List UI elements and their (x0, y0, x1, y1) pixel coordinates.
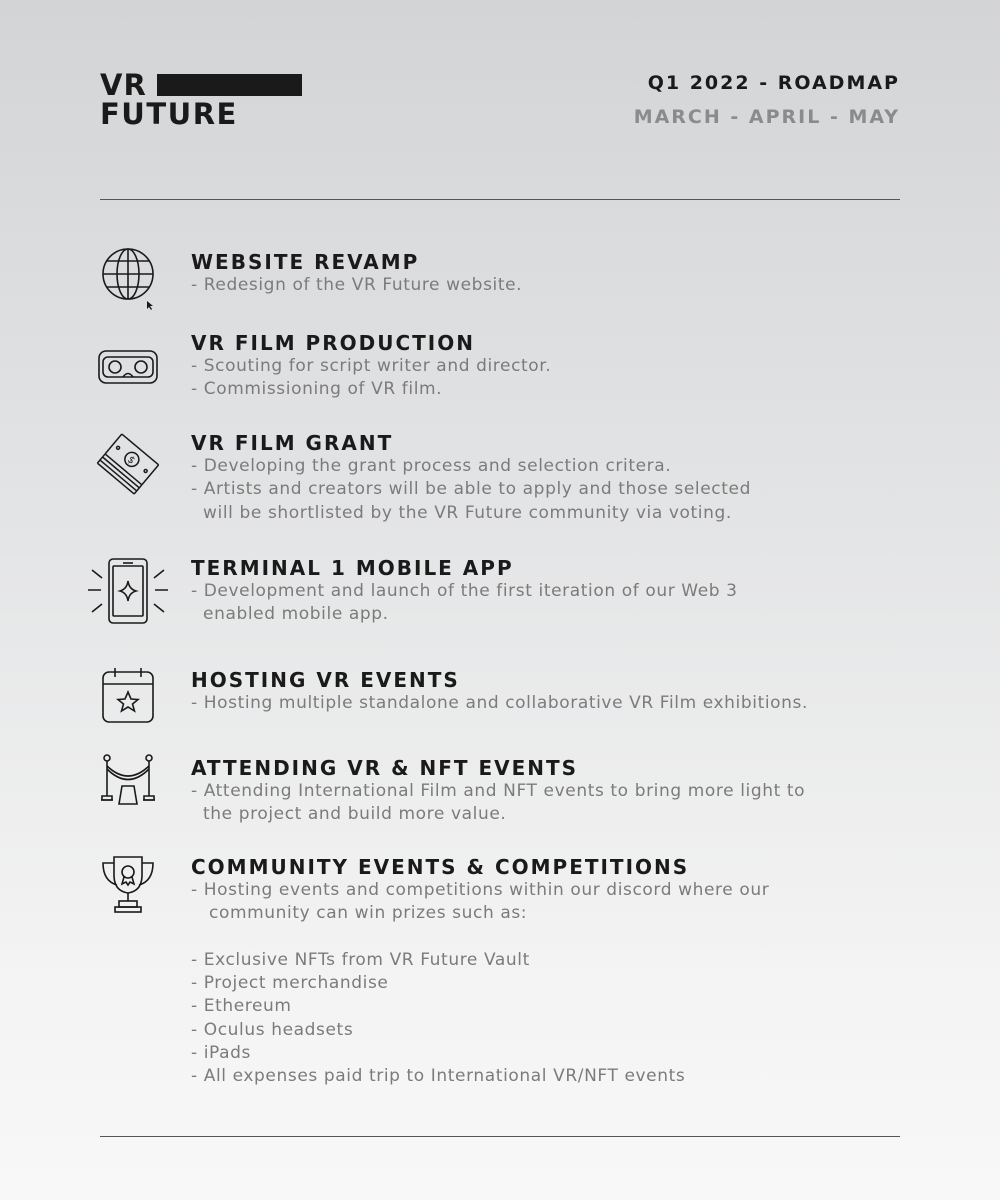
item-title: VR FILM GRANT (191, 431, 394, 455)
globe-icon (95, 244, 161, 310)
item-line: - Redesign of the VR Future website. (191, 275, 523, 295)
prize-item: - Project merchandise (191, 973, 389, 994)
item-line: - Hosting events and competitions within our discord where our (191, 880, 770, 900)
item-title: HOSTING VR EVENTS (191, 668, 460, 692)
mobile-phone-icon (86, 556, 170, 622)
item-line: - Artists and creators will be able to apply and those selected (191, 479, 751, 500)
vr-future-logo (100, 68, 302, 131)
item-title: TERMINAL 1 MOBILE APP (191, 556, 514, 580)
roadmap-months: MARCH - APRIL - MAY (633, 106, 900, 128)
logo-line2: FUTURE (100, 97, 238, 131)
svg-text:$: $ (124, 454, 137, 467)
stanchion-rope-icon (95, 752, 161, 818)
item-line: - Commissioning of VR film. (191, 379, 443, 400)
divider-top (100, 199, 900, 200)
spacer (191, 926, 911, 949)
logo-bar (157, 74, 302, 96)
item-line: - Developing the grant process and selection critera. (191, 456, 672, 476)
item-line: the project and build more value. (191, 804, 507, 825)
item-title: COMMUNITY EVENTS & COMPETITIONS (191, 855, 690, 879)
item-line: will be shortlisted by the VR Future community via voting. (191, 502, 732, 523)
prize-item: - Exclusive NFTs from VR Future Vault (191, 949, 530, 970)
trophy-icon (95, 853, 161, 919)
item-title: ATTENDING VR & NFT EVENTS (191, 756, 579, 780)
item-line: - Hosting multiple standalone and collaborative VR Film exhibitions. (191, 693, 809, 713)
header (634, 70, 900, 130)
item-title: VR FILM PRODUCTION (191, 331, 475, 355)
item-title: WEBSITE REVAMP (191, 250, 420, 274)
logo-line1: VR (100, 68, 147, 102)
prize-item: - All expenses paid trip to International VR/NFT events (191, 1066, 686, 1087)
calendar-star-icon (95, 664, 161, 730)
item-line: - Development and launch of the first iteration of our Web 3 (191, 581, 738, 601)
item-line: community can win prizes such as: (191, 903, 528, 924)
item-line: - Scouting for script writer and director. (191, 356, 552, 376)
prize-item: - Oculus headsets (191, 1019, 354, 1040)
money-stack-icon (95, 431, 161, 497)
prize-item: - Ethereum (191, 996, 292, 1017)
item-line: - Attending International Film and NFT events to bring more light to (191, 781, 806, 801)
item-line: enabled mobile app. (191, 604, 389, 625)
vr-headset-icon (95, 335, 161, 401)
roadmap-title: Q1 2022 - ROADMAP (647, 72, 900, 94)
divider-bottom (100, 1136, 900, 1137)
prize-item: - iPads (191, 1043, 252, 1064)
